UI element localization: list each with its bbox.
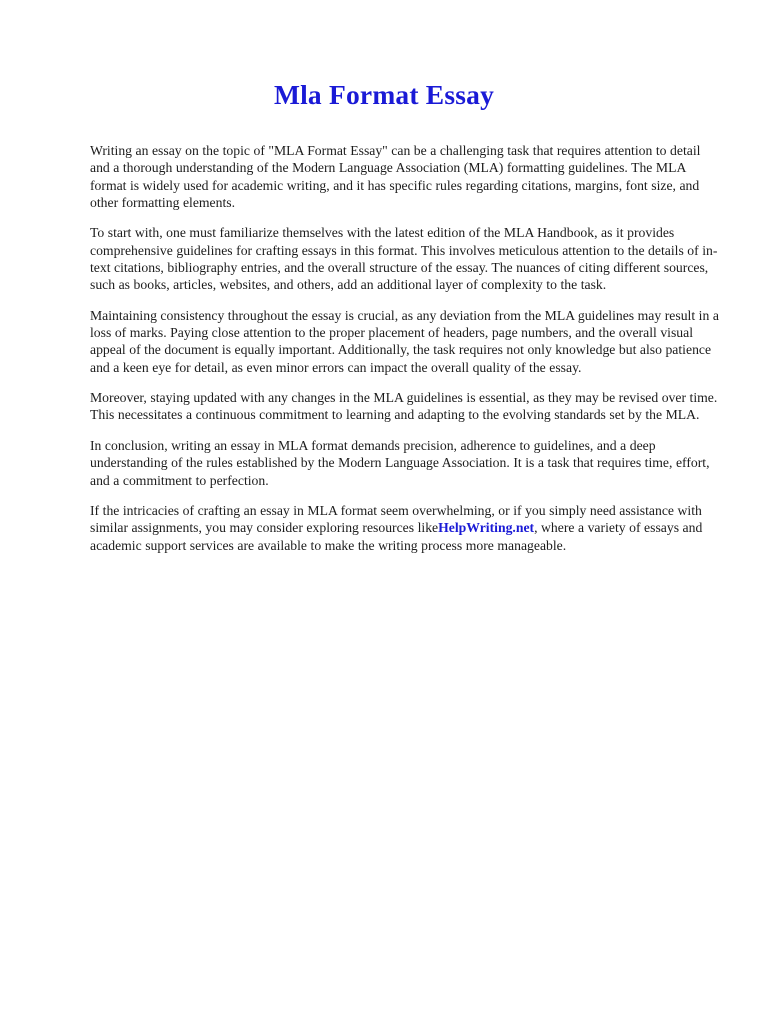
paragraph-promo [90,502,720,554]
paragraph-consistency: Maintaining consistency throughout the essay is crucial, as any deviation from the MLA guidelines may result in a loss of marks. Paying close attention to the proper placement of headers, page numbers, and the overall visual appeal of the document is equally important. Additionally, the task requires not only knowledge but also patience and a keen eye for detail, as even minor errors can impact the overall quality of the essay. [90,307,719,375]
paragraph-handbook: To start with, one must familiarize themselves with the latest edition of the MLA Handbook, as it provides comprehensive guidelines for crafting essays in this format. This involves meticulous attention to the details of in-text citations, bibliography entries, and the overall structure of the essay. The nuances of citing different sources, such as books, articles, websites, and others, add an additional layer of complexity to the task. [90,225,718,293]
paragraph-conclusion: In conclusion, writing an essay in MLA format demands precision, adherence to guidelines, and a deep understanding of the rules established by the Modern Language Association. It is a task that requires time, effort, and a commitment to perfection. [90,437,710,488]
promo-text-before-link: If the intricacies of crafting an essay in MLA format seem overwhelming, or if you simply need assistance with similar assignments, you may consider exploring resources like [90,502,702,536]
document-body [90,142,720,554]
paragraph-intro: Writing an essay on the topic of "MLA Format Essay" can be a challenging task that requires attention to detail and a thorough understanding of the Modern Language Association (MLA) formatting guidelines. The MLA format is widely used for academic writing, and it has specific rules regarding citations, margins, font size, and other formatting elements. [90,143,701,211]
helpwriting-link[interactable]: HelpWriting.net [438,520,535,536]
paragraph-updates: Moreover, staying updated with any changes in the MLA guidelines is essential, as they may be revised over time. This necessitates a continuous commitment to learning and adapting to the evolving standards set by the MLA. [90,390,718,423]
page-title: Mla Format Essay [273,79,495,110]
promo-text-after-link: , where a variety of essays and academic support services are available to make the writing process more manageable. [90,520,703,553]
